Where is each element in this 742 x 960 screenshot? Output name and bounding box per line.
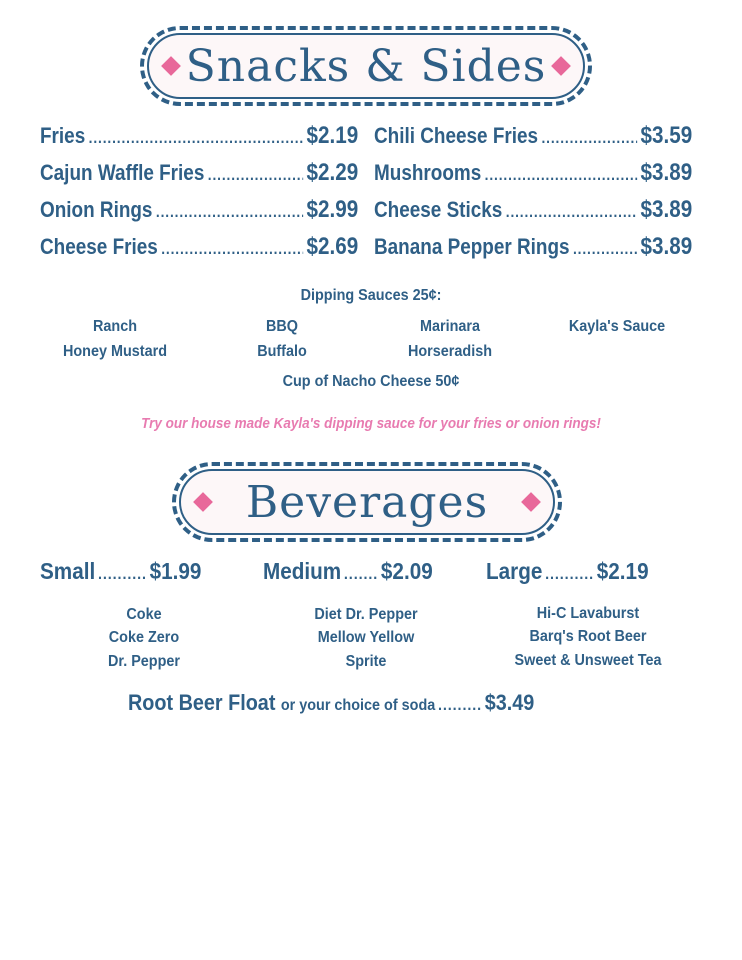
sauce-item: Ranch (92, 318, 138, 335)
drink-item: Hi-C Lavaburst (536, 605, 640, 622)
size-price: Large .......... $2.19 (486, 558, 649, 584)
menu-item: Mushrooms ..... $3.89 (374, 159, 692, 187)
drink-item: Dr. Pepper (107, 653, 181, 670)
sauce-item: Marinara (419, 318, 481, 335)
size-price: Small .......... $1.99 (40, 558, 202, 584)
sauce-item: Honey Mustard (62, 343, 168, 360)
promo-text: Try our house made Kayla's dipping sauce for your fries or onion rings! (141, 415, 601, 432)
drink-item: Coke (126, 606, 162, 623)
sauce-item: Buffalo (257, 343, 307, 360)
menu-item: Fries ..... $2.19 (40, 122, 358, 150)
sauces-heading: Dipping Sauces 25¢: (300, 287, 442, 304)
drink-item: Coke Zero (108, 629, 180, 646)
snacks-banner (140, 26, 592, 106)
root-beer-float: Root Beer Float or your choice of soda ......... $3.49 (128, 690, 535, 715)
sauce-item: Horseradish (407, 343, 493, 360)
menu-item: Chili Cheese Fries ..... $3.59 (374, 122, 692, 150)
menu-item: Banana Pepper Rings ..... $3.89 (374, 233, 692, 261)
menu-item: Cheese Fries ..... $2.69 (40, 233, 358, 261)
beverages-title: Beverages (245, 476, 489, 528)
drink-item: Barq's Root Beer (529, 628, 647, 645)
menu-item: Onion Rings ..... $2.99 (40, 196, 358, 224)
nacho-cheese: Cup of Nacho Cheese 50¢ (282, 373, 460, 390)
beverages-banner (172, 462, 562, 542)
menu-item: Cajun Waffle Fries ..... $2.29 (40, 159, 358, 187)
snacks-title: Snacks & Sides (185, 40, 547, 92)
drink-item: Mellow Yellow (317, 629, 415, 646)
drink-item: Sprite (345, 653, 387, 670)
drink-item: Sweet & Unsweet Tea (514, 652, 662, 669)
drink-item: Diet Dr. Pepper (314, 606, 418, 623)
sauce-item: Kayla's Sauce (568, 318, 666, 335)
sauce-item: BBQ (265, 318, 299, 335)
size-price: Medium ....... $2.09 (263, 558, 433, 584)
menu-item: Cheese Sticks ..... $3.89 (374, 196, 692, 224)
